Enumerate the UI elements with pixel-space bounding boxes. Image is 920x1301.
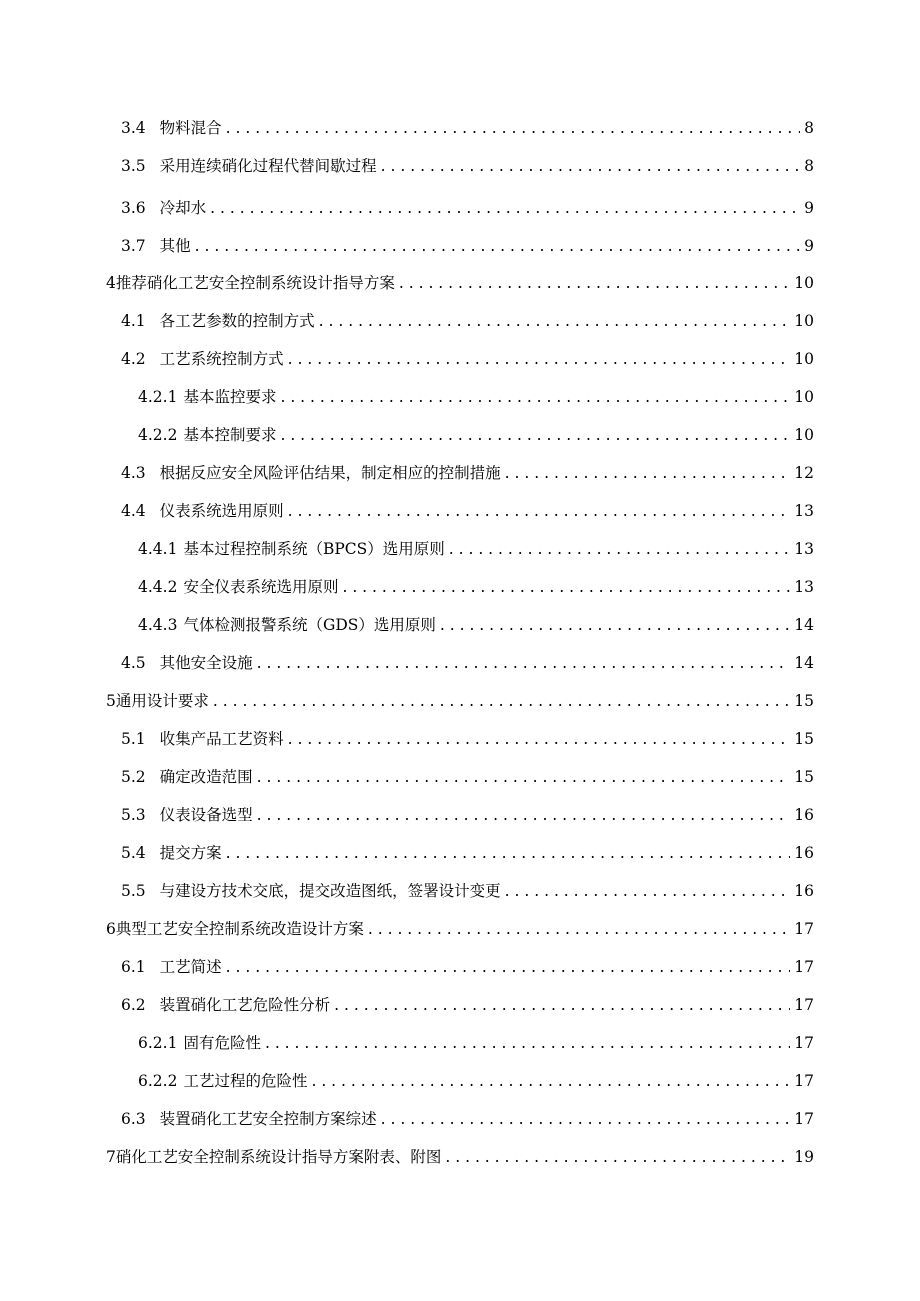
toc-entry-page: 13 (794, 540, 814, 558)
dot-leader (342, 574, 790, 600)
toc-entry-title: 其他安全设施 (159, 654, 253, 672)
toc-entry-number: 4.4.1 (138, 540, 178, 558)
toc-entry-number: 4.4 (121, 502, 146, 520)
toc-entry-title: 物料混合 (159, 119, 222, 137)
dot-leader (399, 270, 790, 296)
toc-entry-title: 基本控制要求 (183, 426, 277, 444)
toc-entry-page: 17 (794, 1072, 814, 1090)
toc-entry-number: 4.2.1 (138, 388, 178, 406)
toc-entry-number: 5 (106, 692, 116, 710)
toc-entry-number: 4.4.3 (138, 616, 178, 634)
toc-entry-title: 与建设方技术交底，提交改造图纸，签署设计变更 (159, 882, 501, 900)
toc-entry-title: 气体检测报警系统（GDS）选用原则 (183, 616, 436, 634)
dot-leader (381, 1106, 791, 1132)
toc-entry[interactable] (121, 726, 814, 752)
toc-entry-number: 6 (106, 920, 116, 938)
toc-entry-number: 4.4.2 (138, 578, 178, 596)
toc-entry-page: 10 (794, 426, 814, 444)
toc-entry-page: 19 (794, 1148, 814, 1166)
toc-entry-number: 4 (106, 274, 116, 292)
toc-entry-page: 10 (794, 312, 814, 330)
toc-entry[interactable] (138, 612, 814, 638)
toc-entry-number: 5.5 (121, 882, 146, 900)
toc-entry-title: 固有危险性 (183, 1034, 261, 1052)
dot-leader (440, 612, 790, 638)
toc-entry-number: 3.4 (121, 119, 146, 137)
toc-entry[interactable] (121, 498, 814, 524)
toc-entry[interactable] (121, 346, 814, 372)
toc-entry[interactable] (138, 536, 814, 562)
toc-entry-number: 5.1 (121, 730, 146, 748)
toc-entry-title: 工艺过程的危险性 (183, 1072, 308, 1090)
dot-leader (213, 688, 790, 714)
dot-leader (280, 422, 790, 448)
toc-entry-title: 典型工艺安全控制系统改造设计方案 (115, 920, 364, 938)
toc-entry[interactable] (138, 574, 814, 600)
dot-leader (195, 233, 800, 259)
toc-entry-number: 6.2 (121, 996, 146, 1014)
toc-entry-title: 仪表设备选型 (159, 806, 253, 824)
toc-entry-page: 16 (794, 806, 814, 824)
toc-entry[interactable] (121, 153, 814, 179)
dot-leader (265, 1030, 790, 1056)
toc-entry-title: 提交方案 (159, 844, 222, 862)
dot-leader (381, 153, 800, 179)
toc-entry-title: 收集产品工艺资料 (159, 730, 284, 748)
dot-leader (226, 954, 791, 980)
dot-leader (288, 726, 791, 752)
dot-leader (368, 916, 790, 942)
dot-leader (505, 878, 791, 904)
toc-entry-number: 5.3 (121, 806, 146, 824)
dot-leader (505, 460, 791, 486)
toc-entry[interactable] (106, 688, 814, 714)
toc-entry-page: 15 (794, 768, 814, 786)
toc-entry-title: 工艺简述 (159, 958, 222, 976)
toc-entry-page: 15 (794, 730, 814, 748)
dot-leader (257, 650, 791, 676)
toc-entry-number: 3.7 (121, 237, 146, 255)
dot-leader (445, 1144, 790, 1170)
toc-entry[interactable] (121, 460, 814, 486)
toc-entry-page: 12 (794, 464, 814, 482)
toc-entry-title: 冷却水 (159, 199, 207, 217)
toc-entry-title: 装置硝化工艺安全控制方案综述 (159, 1110, 377, 1128)
toc-entry-title: 硝化工艺安全控制系统设计指导方案附表、附图 (115, 1148, 442, 1166)
toc-entry-page: 9 (804, 199, 814, 217)
toc-entry-page: 10 (794, 274, 814, 292)
toc-entry-number: 6.2.1 (138, 1034, 178, 1052)
toc-entry-title: 根据反应安全风险评估结果，制定相应的控制措施 (159, 464, 501, 482)
toc-entry[interactable] (121, 115, 814, 141)
dot-leader (319, 308, 791, 334)
toc-entry-page: 17 (794, 958, 814, 976)
toc-entry[interactable] (121, 308, 814, 334)
dot-leader (257, 764, 791, 790)
toc-entry-number: 4.2 (121, 350, 146, 368)
dot-leader (226, 840, 791, 866)
dot-leader (288, 346, 791, 372)
toc-entry[interactable] (121, 802, 814, 828)
toc-entry[interactable] (121, 878, 814, 904)
toc-entry-title: 基本过程控制系统（BPCS）选用原则 (183, 540, 445, 558)
toc-entry-title: 基本监控要求 (183, 388, 277, 406)
toc-entry[interactable] (138, 422, 814, 448)
toc-entry[interactable] (121, 650, 814, 676)
dot-leader (210, 195, 800, 221)
toc-entry-page: 17 (794, 920, 814, 938)
toc-entry[interactable] (121, 954, 814, 980)
toc-entry-page: 16 (794, 844, 814, 862)
toc-entry-page: 13 (794, 502, 814, 520)
toc-entry-title: 采用连续硝化过程代替间歇过程 (159, 157, 377, 175)
toc-entry-number: 4.3 (121, 464, 146, 482)
toc-entry-number: 4.5 (121, 654, 146, 672)
toc-entry-page: 17 (794, 996, 814, 1014)
toc-entry-title: 工艺系统控制方式 (159, 350, 284, 368)
dot-leader (280, 384, 790, 410)
toc-entry-number: 5.4 (121, 844, 146, 862)
toc-entry[interactable] (121, 992, 814, 1018)
toc-entry-page: 14 (794, 616, 814, 634)
toc-entry-page: 17 (794, 1034, 814, 1052)
toc-entry-page: 8 (804, 157, 814, 175)
toc-entry[interactable] (138, 384, 814, 410)
toc-entry-page: 9 (804, 237, 814, 255)
toc-entry-number: 4.2.2 (138, 426, 178, 444)
toc-entry-title: 确定改造范围 (159, 768, 253, 786)
toc-entry-title: 装置硝化工艺危险性分析 (159, 996, 331, 1014)
toc-entry-title: 安全仪表系统选用原则 (183, 578, 339, 596)
dot-leader (311, 1068, 790, 1094)
toc-entry-number: 7 (106, 1148, 116, 1166)
toc-entry-title: 推荐硝化工艺安全控制系统设计指导方案 (115, 274, 395, 292)
toc-entry-page: 15 (794, 692, 814, 710)
toc-entry-page: 10 (794, 350, 814, 368)
dot-leader (288, 498, 791, 524)
toc-entry-number: 4.1 (121, 312, 146, 330)
toc-entry-number: 3.5 (121, 157, 146, 175)
toc-entry-title: 各工艺参数的控制方式 (159, 312, 315, 330)
dot-leader (449, 536, 791, 562)
toc-entry-title: 仪表系统选用原则 (159, 502, 284, 520)
toc-entry[interactable] (106, 916, 814, 942)
toc-entry-page: 17 (794, 1110, 814, 1128)
toc-entry-number: 6.1 (121, 958, 146, 976)
dot-leader (226, 115, 800, 141)
toc-entry[interactable] (121, 1106, 814, 1132)
toc-entry[interactable] (138, 1068, 814, 1094)
toc-entry[interactable] (138, 1030, 814, 1056)
toc-entry[interactable] (121, 195, 814, 221)
toc-entry-title: 通用设计要求 (115, 692, 209, 710)
toc-entry-number: 6.3 (121, 1110, 146, 1128)
toc-entry-number: 5.2 (121, 768, 146, 786)
toc-entry[interactable] (121, 233, 814, 259)
toc-entry[interactable] (106, 270, 814, 296)
toc-entry-page: 10 (794, 388, 814, 406)
toc-entry[interactable] (121, 764, 814, 790)
toc-entry-page: 14 (794, 654, 814, 672)
toc-entry-page: 13 (794, 578, 814, 596)
dot-leader (334, 992, 790, 1018)
toc-entry-page: 16 (794, 882, 814, 900)
dot-leader (257, 802, 791, 828)
toc-entry[interactable] (121, 840, 814, 866)
toc-entry-title: 其他 (159, 237, 191, 255)
toc-entry-number: 6.2.2 (138, 1072, 178, 1090)
toc-entry[interactable] (106, 1144, 814, 1170)
toc-entry-page: 8 (804, 119, 814, 137)
toc-entry-number: 3.6 (121, 199, 146, 217)
